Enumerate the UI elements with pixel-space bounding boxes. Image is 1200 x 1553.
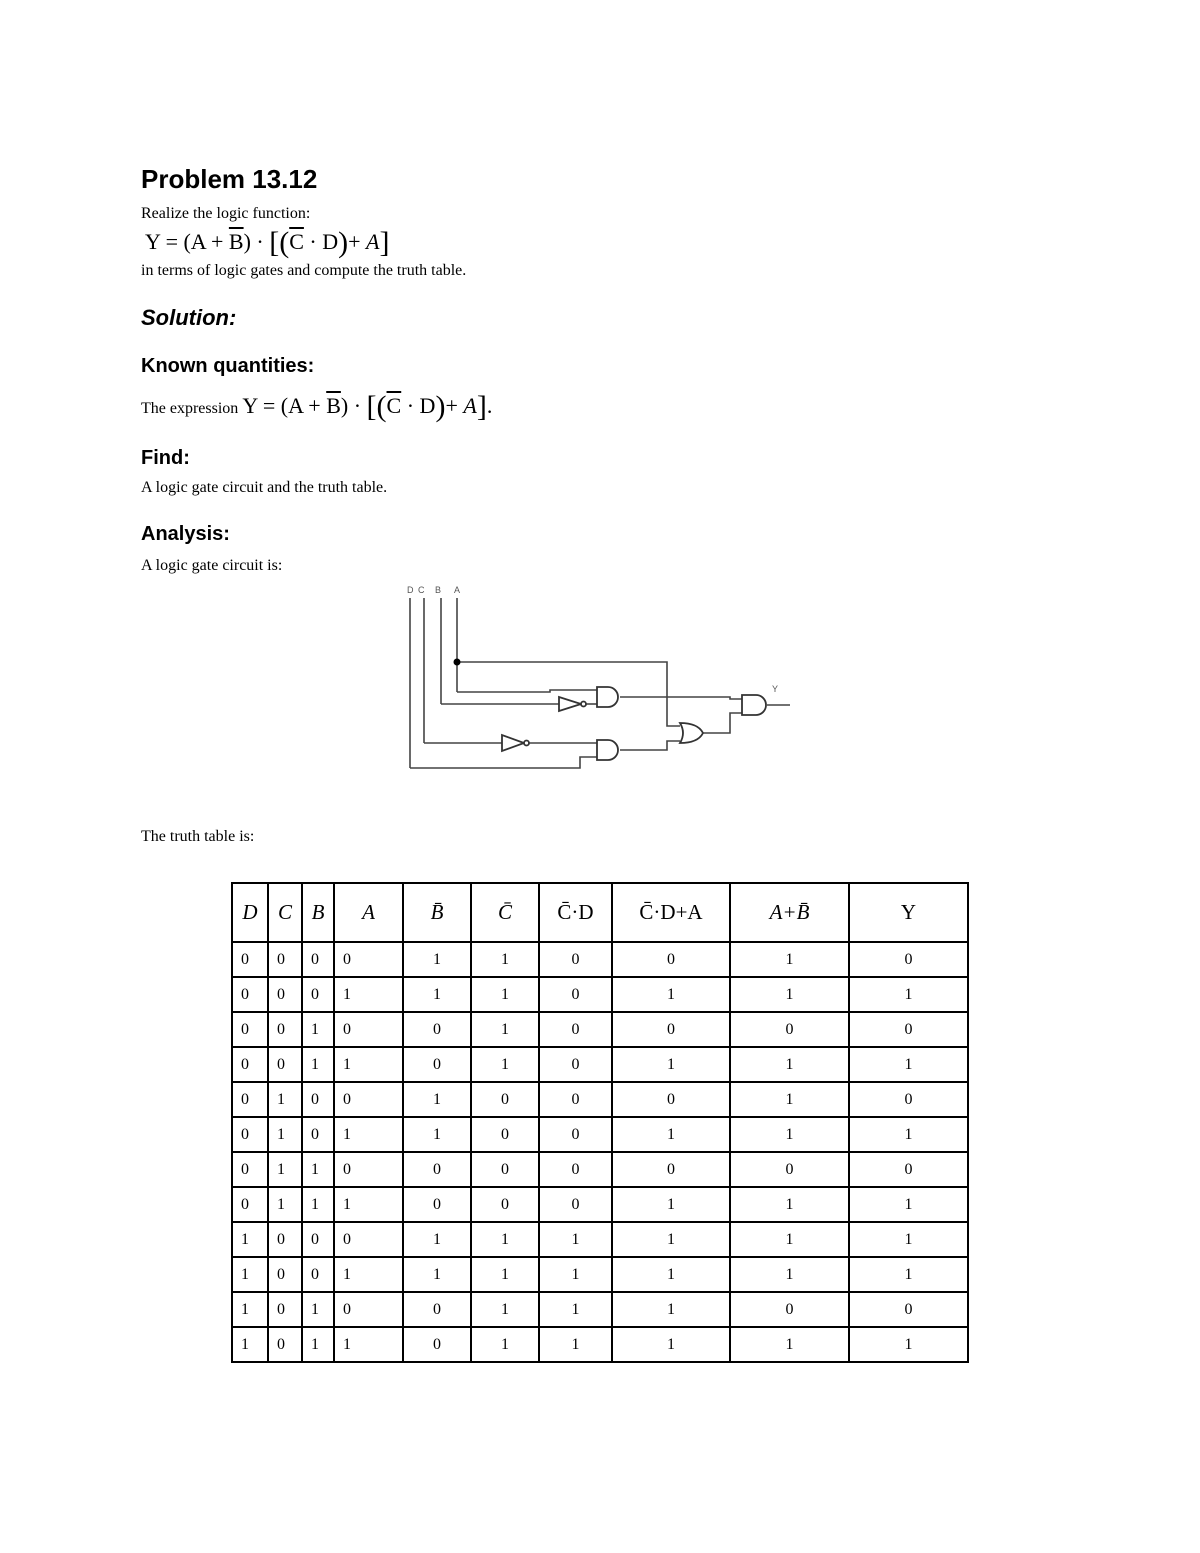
table-cell: 0 (403, 1047, 471, 1082)
table-cell: 0 (268, 1047, 302, 1082)
table-cell: 0 (334, 1292, 403, 1327)
table-row (232, 1047, 968, 1082)
and-gate-2-icon (597, 740, 618, 760)
not-gate-c-bubble-icon (524, 741, 529, 746)
table-cell: 1 (471, 1292, 539, 1327)
table-cell: 1 (302, 1292, 334, 1327)
table-cell: 0 (539, 1117, 612, 1152)
table-cell: 0 (539, 977, 612, 1012)
table-cell: 0 (334, 942, 403, 977)
table-cell: 0 (334, 1152, 403, 1187)
table-cell: 1 (730, 1117, 849, 1152)
table-cell: 1 (849, 1222, 968, 1257)
input-label-b: B (435, 585, 442, 595)
table-cell: 1 (403, 1082, 471, 1117)
table-cell: 1 (268, 1117, 302, 1152)
or-gate-icon (680, 723, 703, 743)
table-cell: 1 (334, 977, 403, 1012)
table-row (232, 1082, 968, 1117)
table-cell: 1 (730, 1222, 849, 1257)
table-cell: 0 (849, 1292, 968, 1327)
table-cell: 1 (268, 1187, 302, 1222)
table-cell: 1 (232, 1292, 268, 1327)
table-cell: 0 (539, 1082, 612, 1117)
truth-table (231, 882, 969, 1363)
problem-prompt: Realize the logic function: (141, 205, 311, 222)
table-cell: 0 (612, 1012, 730, 1047)
table-cell: 0 (302, 1082, 334, 1117)
input-label-a: A (454, 585, 461, 595)
table-cell: 1 (471, 1222, 539, 1257)
problem-prompt-2: in terms of logic gates and compute the truth table. (141, 262, 467, 279)
table-cell: 0 (849, 1082, 968, 1117)
table-cell: 0 (471, 1187, 539, 1222)
table-cell: 0 (232, 1047, 268, 1082)
table-cell: 1 (612, 1292, 730, 1327)
table-cell: 0 (471, 1117, 539, 1152)
table-cell: 1 (539, 1222, 612, 1257)
table-cell: 1 (612, 1187, 730, 1222)
analysis-text: A logic gate circuit is: (141, 557, 283, 574)
table-cell: 0 (302, 1257, 334, 1292)
table-row (232, 977, 968, 1012)
table-cell: 1 (403, 1117, 471, 1152)
and-gate-1-icon (597, 687, 618, 707)
table-cell: 1 (730, 1327, 849, 1362)
table-cell: 1 (403, 1222, 471, 1257)
not-gate-c-icon (502, 735, 524, 751)
table-cell: 0 (268, 1012, 302, 1047)
table-cell: 1 (730, 1047, 849, 1082)
table-cell: 0 (268, 1292, 302, 1327)
table-row (232, 1117, 968, 1152)
table-cell: 0 (302, 977, 334, 1012)
table-cell: 1 (730, 1082, 849, 1117)
find-text: A logic gate circuit and the truth table. (141, 479, 388, 496)
table-cell: 0 (232, 942, 268, 977)
table-cell: 1 (539, 1292, 612, 1327)
input-label-d: D (407, 585, 414, 595)
table-cell: 1 (403, 942, 471, 977)
wire-and2-to-or (620, 741, 680, 750)
table-cell: 1 (539, 1327, 612, 1362)
input-label-c: C (418, 585, 425, 595)
known-quantities-heading: Known quantities: (141, 355, 315, 377)
table-cell: 1 (849, 1187, 968, 1222)
table-cell: 1 (232, 1327, 268, 1362)
logic-circuit-diagram (395, 580, 805, 780)
table-cell: 1 (471, 1047, 539, 1082)
wire-a-to-and1 (457, 690, 597, 692)
header-a-or-not-b: A+B̄ (730, 883, 849, 942)
table-row (232, 1187, 968, 1222)
table-cell: 1 (302, 1187, 334, 1222)
table-cell: 1 (268, 1082, 302, 1117)
table-cell: 0 (232, 1152, 268, 1187)
table-cell: 1 (471, 1327, 539, 1362)
table-cell: 1 (302, 1012, 334, 1047)
table-cell: 0 (403, 1152, 471, 1187)
analysis-heading: Analysis: (141, 523, 230, 545)
table-cell: 1 (612, 1117, 730, 1152)
table-cell: 1 (302, 1047, 334, 1082)
table-cell: 0 (539, 1047, 612, 1082)
table-row (232, 1222, 968, 1257)
table-cell: 1 (849, 1257, 968, 1292)
header-not-c: C̄ (471, 883, 539, 942)
table-cell: 1 (302, 1152, 334, 1187)
table-cell: 0 (302, 1117, 334, 1152)
table-cell: 0 (403, 1012, 471, 1047)
table-cell: 1 (232, 1222, 268, 1257)
table-cell: 1 (334, 1257, 403, 1292)
header-not-b: B̄ (403, 883, 471, 942)
header-not-c-and-d-or-a: C̄·D+A (612, 883, 730, 942)
table-cell: 0 (268, 1257, 302, 1292)
table-cell: 0 (730, 1152, 849, 1187)
table-cell: 1 (403, 1257, 471, 1292)
table-cell: 0 (403, 1292, 471, 1327)
table-cell: 0 (612, 1152, 730, 1187)
table-cell: 1 (539, 1257, 612, 1292)
table-cell: 1 (612, 1047, 730, 1082)
table-cell: 0 (539, 1187, 612, 1222)
table-cell: 1 (302, 1327, 334, 1362)
table-cell: 0 (539, 1152, 612, 1187)
table-cell: 0 (612, 942, 730, 977)
header-d: D (232, 883, 268, 942)
header-b: B (302, 883, 334, 942)
table-cell: 1 (334, 1047, 403, 1082)
and-gate-3-icon (742, 695, 766, 715)
table-cell: 1 (849, 1047, 968, 1082)
table-cell: 0 (232, 1082, 268, 1117)
table-row (232, 1327, 968, 1362)
table-cell: 0 (730, 1292, 849, 1327)
table-cell: 1 (471, 1012, 539, 1047)
table-cell: 0 (232, 1187, 268, 1222)
wire-or-to-and3 (702, 713, 742, 733)
solution-heading: Solution: (141, 305, 237, 330)
wire-a-to-or (457, 662, 680, 726)
problem-title: Problem 13.12 (141, 164, 318, 194)
logic-equation: $Y = (A + \overline{B}) \cdot [(\overline{C} \cdot D)+ A]$ (145, 226, 390, 259)
header-y: Y (849, 883, 968, 942)
table-cell: 0 (232, 1117, 268, 1152)
find-heading: Find: (141, 447, 190, 469)
header-not-c-and-d: C̄·D (539, 883, 612, 942)
table-cell: 1 (471, 977, 539, 1012)
wire-d-to-and2 (410, 757, 597, 768)
table-cell: 1 (849, 977, 968, 1012)
table-cell: 1 (612, 977, 730, 1012)
table-cell: 0 (403, 1327, 471, 1362)
table-cell: 0 (612, 1082, 730, 1117)
table-cell: 0 (268, 1327, 302, 1362)
wire-and1-to-and3 (620, 697, 742, 699)
junction-dot-icon (454, 659, 461, 666)
table-cell: 0 (849, 942, 968, 977)
table-cell: 0 (539, 1012, 612, 1047)
table-cell: 1 (730, 942, 849, 977)
table-cell: 0 (268, 942, 302, 977)
table-cell: 1 (849, 1327, 968, 1362)
table-cell: 0 (730, 1012, 849, 1047)
not-gate-b-bubble-icon (581, 702, 586, 707)
table-cell: 1 (334, 1187, 403, 1222)
table-cell: 1 (730, 977, 849, 1012)
table-cell: 0 (403, 1187, 471, 1222)
truth-table-header-row (232, 883, 968, 942)
table-row (232, 1152, 968, 1187)
header-a: A (334, 883, 403, 942)
table-cell: 0 (232, 977, 268, 1012)
header-c: C (268, 883, 302, 942)
not-gate-b-icon (559, 697, 581, 711)
table-cell: 0 (302, 1222, 334, 1257)
table-cell: 0 (471, 1152, 539, 1187)
table-cell: 1 (471, 1257, 539, 1292)
table-cell: 0 (849, 1012, 968, 1047)
table-cell: 1 (612, 1257, 730, 1292)
known-expression: The expression $Y = (A + \overline{B}) \cdot [(\overline{C} \cdot D)+ A]$. (141, 390, 493, 423)
table-cell: 1 (232, 1257, 268, 1292)
table-cell: 0 (334, 1082, 403, 1117)
table-cell: 1 (268, 1152, 302, 1187)
known-prefix: The expression (141, 400, 239, 417)
table-row (232, 1012, 968, 1047)
table-row (232, 1292, 968, 1327)
table-cell: 0 (471, 1082, 539, 1117)
table-cell: 1 (334, 1117, 403, 1152)
table-row (232, 942, 968, 977)
table-cell: 1 (334, 1327, 403, 1362)
table-cell: 1 (730, 1187, 849, 1222)
table-cell: 1 (612, 1327, 730, 1362)
table-cell: 1 (403, 977, 471, 1012)
table-cell: 0 (334, 1222, 403, 1257)
table-cell: 1 (730, 1257, 849, 1292)
table-cell: 0 (849, 1152, 968, 1187)
table-cell: 0 (302, 942, 334, 977)
table-cell: 0 (539, 942, 612, 977)
table-cell: 1 (849, 1117, 968, 1152)
table-cell: 0 (268, 977, 302, 1012)
table-cell: 1 (612, 1222, 730, 1257)
table-cell: 0 (232, 1012, 268, 1047)
output-label-y: Y (772, 684, 779, 694)
table-cell: 0 (334, 1012, 403, 1047)
table-cell: 1 (471, 942, 539, 977)
table-row (232, 1257, 968, 1292)
truth-table-intro: The truth table is: (141, 828, 255, 845)
table-cell: 0 (268, 1222, 302, 1257)
